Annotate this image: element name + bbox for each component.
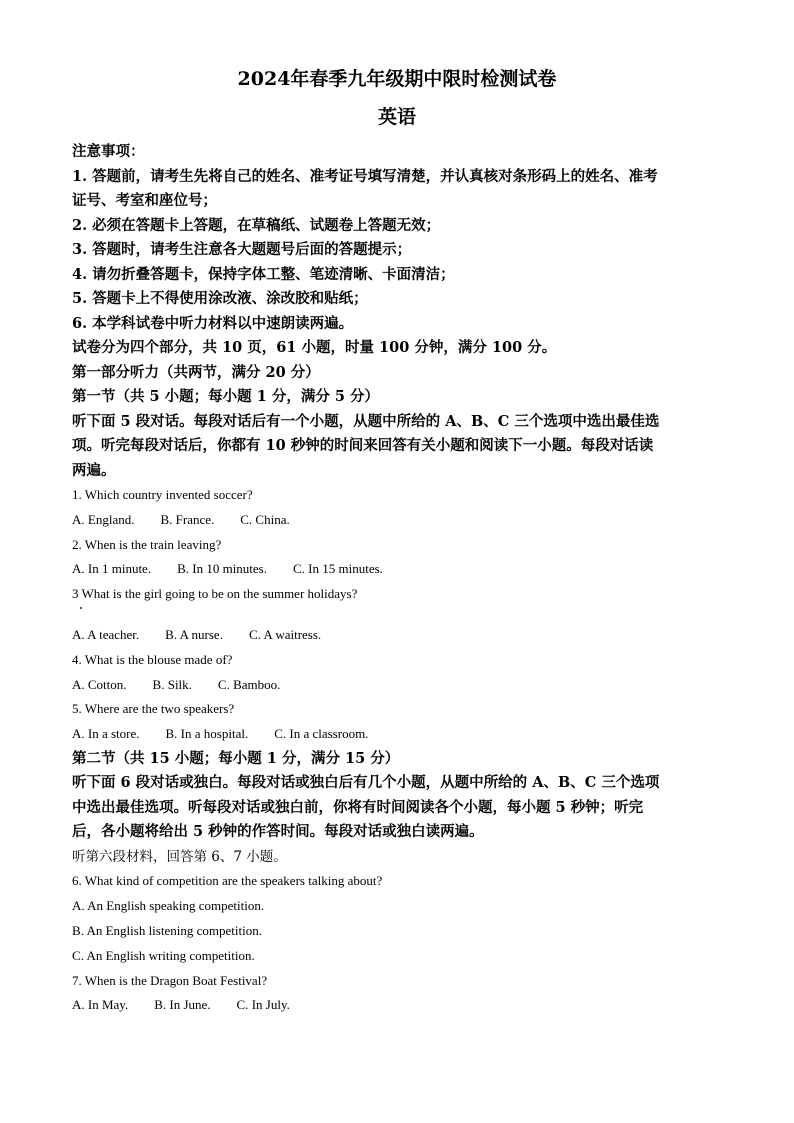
option-b: B. In June. [154, 997, 211, 1013]
option-c: C. A waitress. [248, 626, 322, 642]
exam-page [72, 66, 722, 1018]
notice-item: 证号、考室和座位号； [72, 192, 217, 209]
option-6a: A. An English speaking competition. [72, 898, 265, 914]
question-7: 7. When is the Dragon Boat Festival? [72, 972, 268, 988]
section1-instruction: 两遍。 [72, 461, 116, 479]
notice-item: 4. 请勿折叠答题卡，保持字体工整、笔迹清晰、卡面清洁； [72, 265, 455, 283]
section1-instruction: 项。听完每段对话后，你都有 10 秒钟的时间来回答有关小题和阅读下一小题。每段对话读 [72, 437, 654, 454]
notice-item: 5. 答题卡上不得使用涂改液、涂改胶和贴纸； [72, 290, 368, 307]
subject-title: 英语 [377, 106, 416, 128]
stray-dot [72, 607, 722, 623]
question-3: 3 What is the girl going to be on the summer holidays? [72, 586, 358, 602]
section1-heading: 第一节（共 5 小题；每小题 1 分，满分 5 分） [72, 388, 380, 405]
notice-item: 6. 本学科试卷中听力材料以中速朗读两遍。 [72, 314, 354, 332]
notice-item: 1. 答题前，请考生先将自己的姓名、准考证号填写清楚，并认真核对条形码上的姓名、准考 [72, 167, 658, 185]
option-a: A. Cotton. [72, 676, 127, 692]
question-5: 5. Where are the two speakers? [72, 701, 235, 717]
dot-mark [80, 607, 82, 609]
page-title: 2024年春季九年级期中限时检测试卷 [237, 68, 557, 90]
options-1 [72, 508, 722, 533]
option-6c: C. An English writing competition. [72, 947, 255, 963]
part1-heading: 第一部分听力（共两节，满分 20 分） [72, 363, 320, 381]
section1-instruction: 听下面 5 段对话。每段对话后有一个小题，从题中所给的 A、B、C 三个选项中选出最佳选 [72, 412, 660, 430]
notice-item: 2. 必须在答题卡上答题，在草稿纸、试题卷上答题无效； [72, 216, 441, 234]
option-a: A. In May. [72, 997, 129, 1013]
option-c: C. In July. [236, 997, 290, 1013]
option-b: B. France. [160, 511, 215, 527]
notice-section [72, 140, 722, 361]
question-1: 1. Which country invented soccer? [72, 487, 253, 502]
option-c: C. In a classroom. [274, 726, 369, 742]
option-c: C. Bamboo. [217, 676, 281, 692]
question-2: 2. When is the train leaving? [72, 536, 222, 552]
option-a: A. In 1 minute. [72, 561, 152, 577]
option-b: B. A nurse. [165, 626, 223, 642]
material-note: 听第六段材料，回答第 6、7 小题。 [72, 848, 287, 865]
section2-instruction: 中选出最佳选项。听每段对话或独白前，你将有时间阅读各个小题，每小题 5 秒钟；听完 [72, 798, 644, 816]
section2-heading: 第二节（共 15 小题；每小题 1 分，满分 15 分） [72, 749, 400, 767]
option-c: C. China. [240, 511, 290, 527]
option-6b: B. An English listening competition. [72, 923, 262, 939]
section2-instruction: 听下面 6 段对话或独白。每段对话或独白后有几个小题，从题中所给的 A、B、C 三个选项 [72, 774, 660, 792]
options-7 [72, 993, 722, 1018]
option-c: C. In 15 minutes. [293, 561, 383, 577]
option-a: A. In a store. [72, 726, 140, 742]
options-5 [72, 722, 722, 747]
option-b: B. In 10 minutes. [177, 561, 267, 577]
question-6: 6. What kind of competition are the speakers talking about? [72, 873, 383, 889]
option-a: A. England. [72, 511, 135, 527]
part1-listening [72, 361, 722, 1019]
question-4: 4. What is the blouse made of? [72, 651, 233, 667]
exam-summary: 试卷分为四个部分，共 10 页，61 小题，时量 100 分钟，满分 100 分。 [72, 339, 557, 356]
options-3 [72, 623, 722, 648]
option-a: A. A teacher. [72, 626, 140, 642]
option-b: B. Silk. [152, 676, 192, 692]
options-2 [72, 557, 722, 582]
section2-instruction: 后，各小题将给出 5 秒钟的作答时间。每段对话或独白读两遍。 [72, 823, 484, 841]
options-4 [72, 673, 722, 698]
notice-item: 3. 答题时，请考生注意各大题题号后面的答题提示； [72, 241, 412, 258]
option-b: B. In a hospital. [165, 726, 249, 742]
notice-heading: 注意事项： [72, 143, 145, 160]
